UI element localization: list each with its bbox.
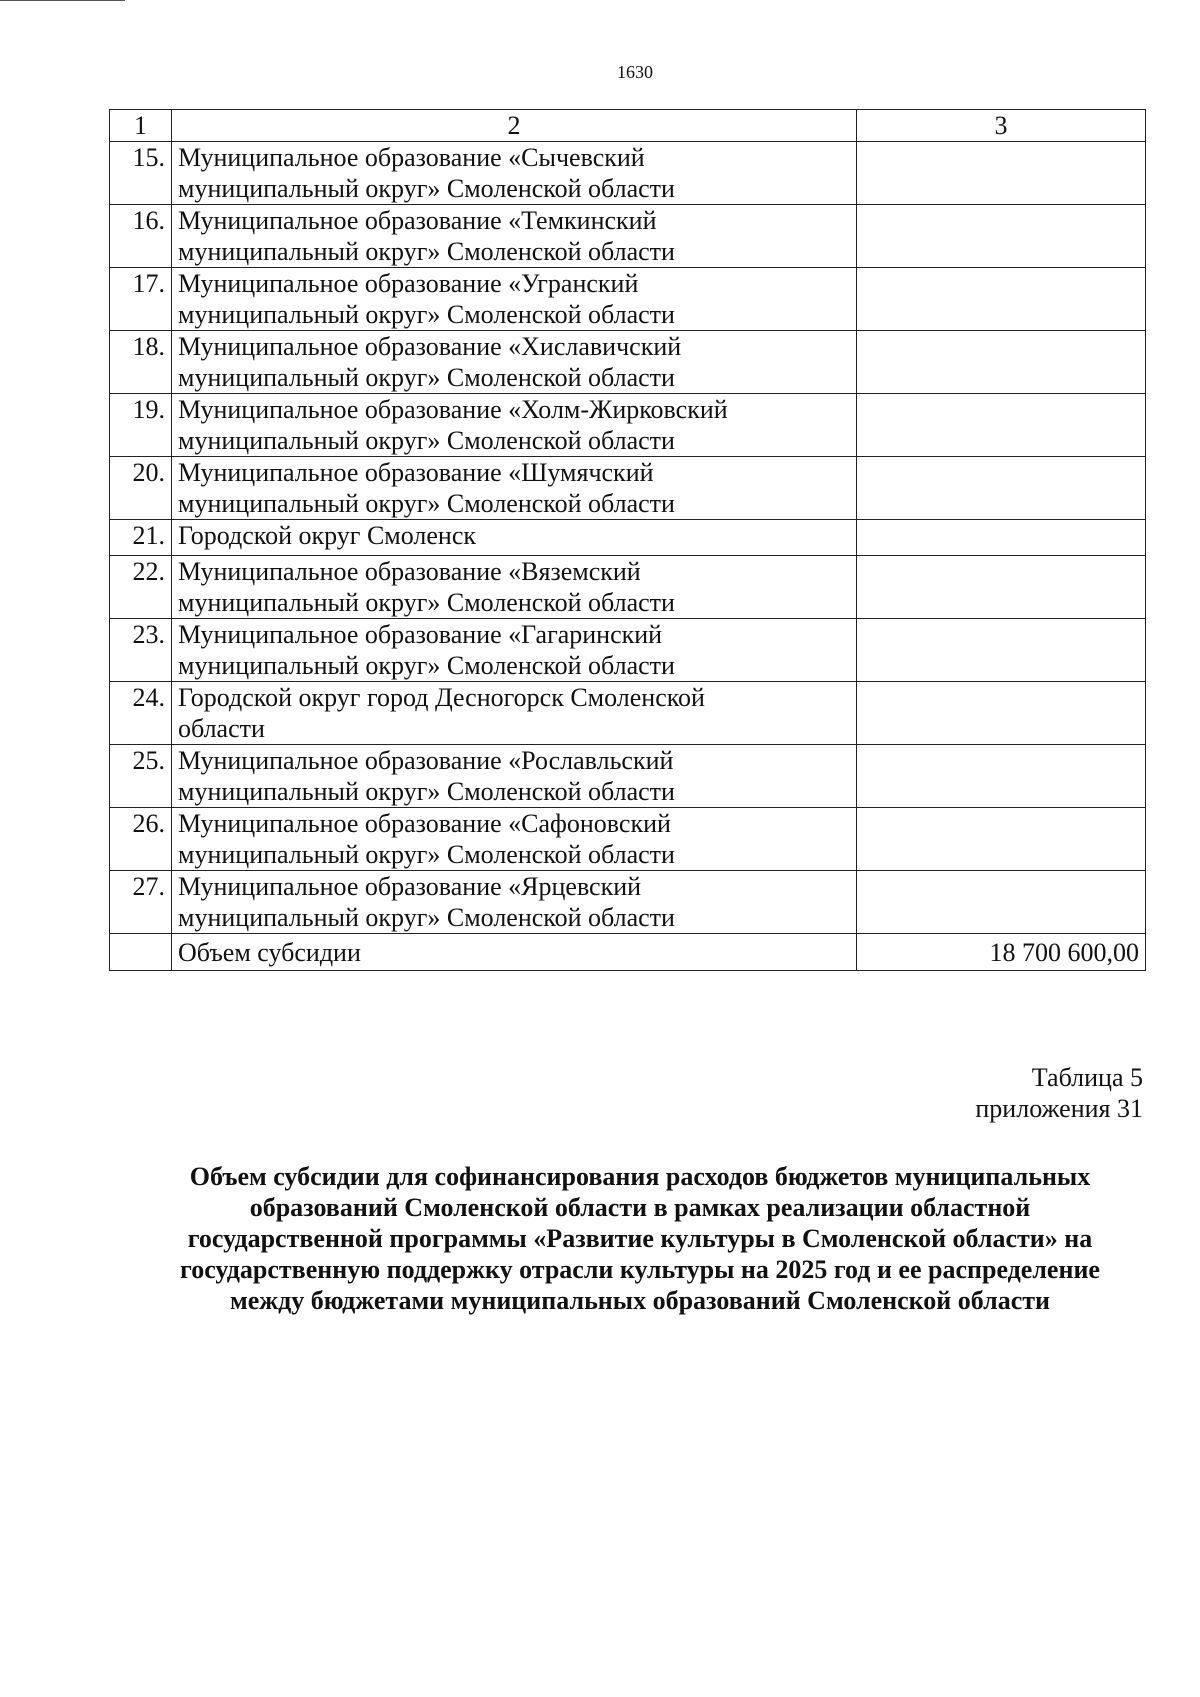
municipality-name-line1: Муниципальное образование «Темкинский	[178, 206, 657, 235]
section-title-line1: Объем субсидии для софинансирования расходов бюджетов муниципальных	[189, 1162, 1091, 1191]
table-row	[110, 205, 1146, 268]
total-empty-cell	[110, 934, 172, 971]
subsidy-amount	[857, 268, 1146, 331]
municipality-name-line1: Муниципальное образование «Рославльский	[178, 746, 674, 775]
municipality-name-line2: муниципальный округ» Смоленской области	[178, 903, 675, 932]
table-row	[110, 331, 1146, 394]
column-header-1: 1	[110, 110, 172, 142]
municipality-name	[172, 268, 857, 331]
municipality-name	[172, 142, 857, 205]
section-title-line5: между бюджетами муниципальных образований Смоленской области	[230, 1286, 1050, 1315]
municipality-name-line1: Муниципальное образование «Хиславичский	[178, 332, 682, 361]
row-number: 24.	[110, 682, 172, 745]
table-row	[110, 619, 1146, 682]
row-number: 19.	[110, 394, 172, 457]
section-title-line4: государственную поддержку отрасли культуры на 2025 год и ее распределение	[180, 1255, 1100, 1284]
row-number: 27.	[110, 871, 172, 934]
table-header-row	[110, 110, 1146, 142]
municipality-name	[172, 556, 857, 619]
section-title-line3: государственной программы «Развитие культуры в Смоленской области» на	[187, 1224, 1093, 1253]
total-value: 18 700 600,00	[857, 934, 1146, 971]
municipality-name-line1: Муниципальное образование «Угранский	[178, 269, 639, 298]
table-row	[110, 556, 1146, 619]
column-header-3: 3	[857, 110, 1146, 142]
table-caption	[975, 1062, 1143, 1124]
municipality-name-line1: Городской округ город Десногорск Смоленской	[178, 683, 705, 712]
municipality-name-line2: муниципальный округ» Смоленской области	[178, 840, 675, 869]
municipality-name-line2: области	[178, 714, 265, 743]
table-row	[110, 457, 1146, 520]
subsidy-amount	[857, 808, 1146, 871]
table-row	[110, 394, 1146, 457]
total-label: Объем субсидии	[172, 934, 857, 971]
table-row	[110, 268, 1146, 331]
municipality-name-line2: муниципальный округ» Смоленской области	[178, 300, 675, 329]
municipality-name-line2: муниципальный округ» Смоленской области	[178, 777, 675, 806]
municipality-name	[172, 808, 857, 871]
table-row	[110, 745, 1146, 808]
municipality-name-line1: Муниципальное образование «Шумячский	[178, 458, 654, 487]
municipality-name-line2: муниципальный округ» Смоленской области	[178, 588, 675, 617]
subsidy-table	[109, 109, 1146, 971]
table-caption-line2: приложения 31	[975, 1094, 1143, 1123]
table-row	[110, 520, 1146, 556]
municipality-name-line1: Муниципальное образование «Вяземский	[178, 557, 641, 586]
row-number: 21.	[110, 520, 172, 556]
table-caption-line1: Таблица 5	[1031, 1063, 1143, 1092]
municipality-name-line1: Городской округ Смоленск	[178, 521, 476, 550]
subsidy-amount	[857, 619, 1146, 682]
row-number: 25.	[110, 745, 172, 808]
row-number: 15.	[110, 142, 172, 205]
municipality-name	[172, 520, 857, 556]
municipality-name	[172, 457, 857, 520]
table-row	[110, 142, 1146, 205]
municipality-name	[172, 331, 857, 394]
subsidy-amount	[857, 682, 1146, 745]
municipality-name-line2: муниципальный округ» Смоленской области	[178, 237, 675, 266]
subsidy-amount	[857, 745, 1146, 808]
municipality-name-line1: Муниципальное образование «Сычевский	[178, 143, 645, 172]
municipality-name	[172, 682, 857, 745]
row-number: 20.	[110, 457, 172, 520]
subsidy-amount	[857, 142, 1146, 205]
municipality-name-line2: муниципальный округ» Смоленской области	[178, 489, 675, 518]
municipality-name	[172, 745, 857, 808]
row-number: 16.	[110, 205, 172, 268]
municipality-name-line1: Муниципальное образование «Гагаринский	[178, 620, 663, 649]
subsidy-amount	[857, 331, 1146, 394]
municipality-name-line1: Муниципальное образование «Холм-Жирковский	[178, 395, 728, 424]
row-number: 23.	[110, 619, 172, 682]
municipality-name-line1: Муниципальное образование «Сафоновский	[178, 809, 671, 838]
subsidy-amount	[857, 871, 1146, 934]
section-title	[120, 1161, 1160, 1316]
subsidy-amount	[857, 457, 1146, 520]
column-header-2: 2	[172, 110, 857, 142]
municipality-name-line1: Муниципальное образование «Ярцевский	[178, 872, 642, 901]
municipality-name-line2: муниципальный округ» Смоленской области	[178, 651, 675, 680]
municipality-name	[172, 394, 857, 457]
municipality-name	[172, 619, 857, 682]
table-row	[110, 808, 1146, 871]
page-number: 1630	[617, 62, 653, 82]
section-title-line2: образований Смоленской области в рамках реализации областной	[249, 1193, 1031, 1222]
subsidy-amount	[857, 205, 1146, 268]
municipality-name-line2: муниципальный округ» Смоленской области	[178, 426, 675, 455]
municipality-name-line2: муниципальный округ» Смоленской области	[178, 363, 675, 392]
row-number: 18.	[110, 331, 172, 394]
table-body	[110, 142, 1146, 971]
table-row	[110, 871, 1146, 934]
subsidy-amount	[857, 394, 1146, 457]
row-number: 22.	[110, 556, 172, 619]
subsidy-amount	[857, 556, 1146, 619]
subsidy-amount	[857, 520, 1146, 556]
municipality-name-line2: муниципальный округ» Смоленской области	[178, 174, 675, 203]
scan-edge-mark	[0, 0, 125, 1]
row-number: 17.	[110, 268, 172, 331]
municipality-name	[172, 871, 857, 934]
table-row	[110, 682, 1146, 745]
municipality-name	[172, 205, 857, 268]
table-total-row	[110, 934, 1146, 971]
row-number: 26.	[110, 808, 172, 871]
